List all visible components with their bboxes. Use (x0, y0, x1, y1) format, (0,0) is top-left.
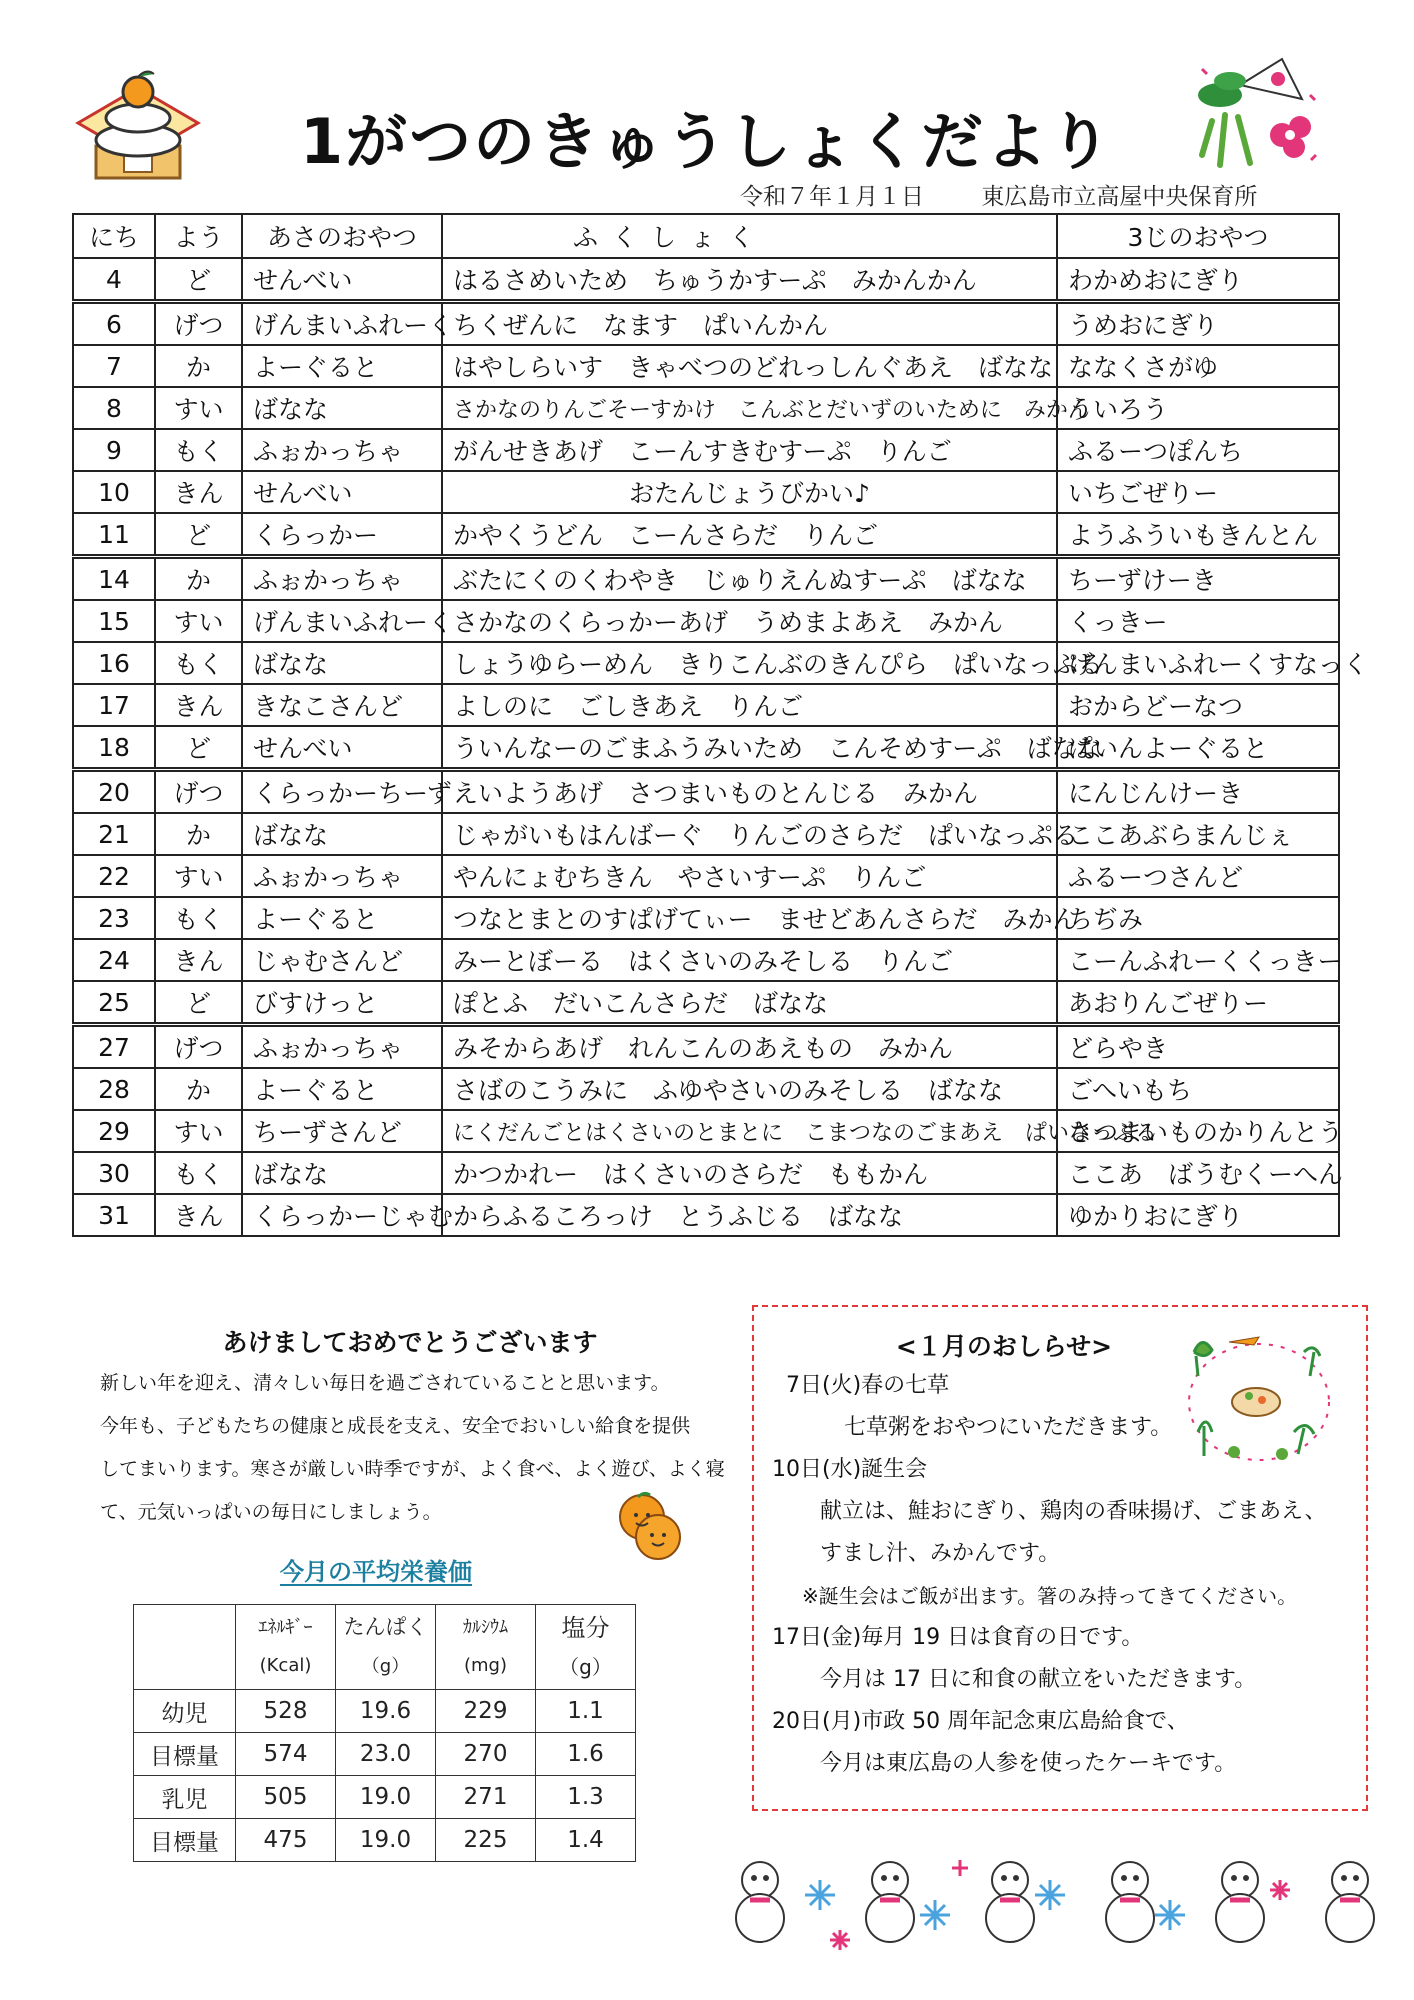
menu-morning-snack: くらっかーじゃむ (242, 1194, 442, 1236)
menu-side-dish: じゃがいもはんばーぐ りんごのさらだ ぱいなっぷる (442, 813, 1057, 855)
header-name: 塩分 (561, 1613, 610, 1642)
menu-day: 10 (73, 471, 155, 513)
menu-weekday: すい (155, 387, 242, 429)
menu-afternoon-snack: ふるーつさんど (1057, 855, 1339, 897)
menu-row (73, 726, 1339, 770)
nutrition-row-label: 目標量 (134, 1733, 236, 1776)
menu-morning-snack: ふぉかっちゃ (242, 429, 442, 471)
menu-morning-snack: せんべい (242, 726, 442, 770)
menu-day: 4 (73, 258, 155, 302)
menu-afternoon-snack: ぱいんよーぐると (1057, 726, 1339, 770)
menu-afternoon-snack: にんじんけーき (1057, 770, 1339, 814)
menu-row (73, 981, 1339, 1025)
menu-header-row (73, 214, 1339, 258)
nutrition-title: 今月の平均栄養価 (280, 1558, 472, 1586)
snowman-border-icon (730, 1840, 1370, 1960)
menu-weekday: すい (155, 855, 242, 897)
menu-table (72, 213, 1369, 1237)
menu-row (73, 939, 1339, 981)
nutrition-row (134, 1690, 636, 1733)
menu-side-dish: さかなのりんごそーすかけ こんぶとだいずのいために みかん (442, 387, 1057, 429)
notice-line: ※誕生会はご飯が出ます。箸のみ持ってきてください。 (802, 1584, 1298, 1608)
nutrition-row (134, 1733, 636, 1776)
menu-weekday: ど (155, 513, 242, 557)
nutrition-col-protein (336, 1605, 436, 1690)
issue-date: 令和７年１月１日 (740, 184, 924, 210)
header-unit: （g） (361, 1656, 410, 1677)
menu-afternoon-snack: げんまいふれーくすなっく (1057, 642, 1339, 684)
menu-row (73, 813, 1339, 855)
nutrition-value: 1.1 (536, 1690, 636, 1733)
menu-weekday: きん (155, 939, 242, 981)
notice-line: 今月は 17 日に和食の献立をいただきます。 (820, 1667, 1257, 1692)
menu-row (73, 1110, 1339, 1152)
nutrition-row-label: 幼児 (134, 1690, 236, 1733)
menu-side-dish: やんにょむちきん やさいすーぷ りんご (442, 855, 1057, 897)
menu-row (73, 258, 1339, 302)
menu-afternoon-snack: ちーずけーき (1057, 557, 1339, 601)
menu-morning-snack: きなこさんど (242, 684, 442, 726)
nutrition-value: 271 (436, 1776, 536, 1819)
menu-morning-snack: ふぉかっちゃ (242, 855, 442, 897)
menu-day: 8 (73, 387, 155, 429)
nutrition-value: 1.3 (536, 1776, 636, 1819)
menu-row (73, 557, 1339, 601)
menu-day: 11 (73, 513, 155, 557)
menu-day: 16 (73, 642, 155, 684)
menu-morning-snack: よーぐると (242, 897, 442, 939)
menu-afternoon-snack: ふるーつぽんち (1057, 429, 1339, 471)
menu-side-dish: かつかれー はくさいのさらだ ももかん (442, 1152, 1057, 1194)
header-unit: （g） (559, 1654, 612, 1679)
menu-side-dish: さかなのくらっかーあげ うめまよあえ みかん (442, 600, 1057, 642)
nutrition-value: 23.0 (336, 1733, 436, 1776)
menu-day: 20 (73, 770, 155, 814)
header-unit: (mg) (463, 1655, 507, 1676)
notice-body (772, 1365, 1362, 1785)
menu-side-dish: ちくぜんに なます ぱいんかん (442, 302, 1057, 346)
menu-morning-snack: ばなな (242, 387, 442, 429)
notice-line: 20日(月)市政 50 周年記念東広島給食で、 (772, 1709, 1189, 1734)
facility-name: 東広島市立高屋中央保育所 (981, 184, 1258, 210)
menu-row (73, 471, 1339, 513)
greeting-line: してまいります。寒さが厳しい時季ですが、よく食べ、よく遊び、よく寝 (100, 1458, 725, 1480)
nutrition-table (133, 1604, 636, 1862)
page-title: 1がつのきゅうしょくだより (300, 105, 1114, 178)
menu-afternoon-snack: ここあ ばうむくーへん (1057, 1152, 1339, 1194)
menu-afternoon-snack: ういろう (1057, 387, 1339, 429)
header-name: ｴﾈﾙｷﾞｰ (258, 1617, 313, 1638)
menu-day: 27 (73, 1025, 155, 1069)
menu-morning-snack: よーぐると (242, 345, 442, 387)
menu-side-dish: かやくうどん こーんさらだ りんご (442, 513, 1057, 557)
menu-day: 21 (73, 813, 155, 855)
menu-side-dish: みそからあげ れんこんのあえもの みかん (442, 1025, 1057, 1069)
col-morning-snack: あさのおやつ (242, 214, 442, 258)
menu-weekday: きん (155, 684, 242, 726)
kagami-mochi-icon (68, 48, 208, 188)
nutrition-col-salt (536, 1605, 636, 1690)
menu-row (73, 855, 1339, 897)
menu-afternoon-snack: おからどーなつ (1057, 684, 1339, 726)
menu-day: 18 (73, 726, 155, 770)
menu-day: 7 (73, 345, 155, 387)
menu-side-dish: ぶたにくのくわやき じゅりえんぬすーぷ ばなな (442, 557, 1057, 601)
menu-row (73, 1025, 1339, 1069)
menu-afternoon-snack: わかめおにぎり (1057, 258, 1339, 302)
menu-afternoon-snack: ななくさがゆ (1057, 345, 1339, 387)
header-unit: (Kcal) (259, 1655, 312, 1676)
menu-side-dish: しょうゆらーめん きりこんぶのきんぴら ぱいなっぷる (442, 642, 1057, 684)
nutrition-value: 475 (236, 1819, 336, 1862)
header-name: たんぱく (343, 1615, 428, 1639)
menu-weekday: ど (155, 258, 242, 302)
menu-weekday: か (155, 345, 242, 387)
menu-weekday: もく (155, 1152, 242, 1194)
menu-weekday: ど (155, 726, 242, 770)
menu-row (73, 302, 1339, 346)
menu-afternoon-snack: ごへいもち (1057, 1068, 1339, 1110)
menu-day: 28 (73, 1068, 155, 1110)
menu-weekday: げつ (155, 1025, 242, 1069)
nutrition-header-row (134, 1605, 636, 1690)
menu-afternoon-snack: ちぢみ (1057, 897, 1339, 939)
menu-side-dish: えいようあげ さつまいものとんじる みかん (442, 770, 1057, 814)
menu-side-dish: みーとぼーる はくさいのみそしる りんご (442, 939, 1057, 981)
menu-side-dish: にくだんごとはくさいのとまとに こまつなのごまあえ ぱいなっぷる (442, 1110, 1057, 1152)
notice-line: 七草粥をおやつにいただきます。 (844, 1415, 1173, 1440)
nutrition-row (134, 1776, 636, 1819)
menu-weekday: すい (155, 1110, 242, 1152)
menu-weekday: もく (155, 642, 242, 684)
nutrition-value: 1.4 (536, 1819, 636, 1862)
col-weekday: よう (155, 214, 242, 258)
menu-side-dish: おたんじょうびかい♪ (442, 471, 1057, 513)
nutrition-value: 229 (436, 1690, 536, 1733)
menu-afternoon-snack: ゆかりおにぎり (1057, 1194, 1339, 1236)
menu-morning-snack: げんまいふれーく (242, 302, 442, 346)
menu-morning-snack: ばなな (242, 642, 442, 684)
menu-weekday: か (155, 557, 242, 601)
menu-row (73, 897, 1339, 939)
menu-weekday: か (155, 1068, 242, 1110)
notice-line: 17日(金)毎月 19 日は食育の日です。 (772, 1625, 1144, 1650)
menu-weekday: きん (155, 1194, 242, 1236)
col-day: にち (73, 214, 155, 258)
menu-day: 25 (73, 981, 155, 1025)
nutrition-value: 574 (236, 1733, 336, 1776)
menu-morning-snack: せんべい (242, 258, 442, 302)
menu-weekday: げつ (155, 302, 242, 346)
menu-morning-snack: げんまいふれーく (242, 600, 442, 642)
menu-side-dish: よしのに ごしきあえ りんご (442, 684, 1057, 726)
menu-side-dish: つなとまとのすぱげてぃー ませどあんさらだ みかん (442, 897, 1057, 939)
menu-row (73, 1194, 1339, 1236)
nutrition-col-calcium (436, 1605, 536, 1690)
nutrition-row-label: 目標量 (134, 1819, 236, 1862)
menu-side-dish: がんせきあげ こーんすきむすーぷ りんご (442, 429, 1057, 471)
menu-morning-snack: びすけっと (242, 981, 442, 1025)
menu-row (73, 387, 1339, 429)
nutrition-row-label: 乳児 (134, 1776, 236, 1819)
greeting-line: 新しい年を迎え、清々しい毎日を過ごされていることと思います。 (100, 1372, 670, 1394)
menu-weekday: すい (155, 600, 242, 642)
nutrition-value: 528 (236, 1690, 336, 1733)
nutrition-col-energy (236, 1605, 336, 1690)
menu-row (73, 770, 1339, 814)
nutrition-value: 270 (436, 1733, 536, 1776)
menu-weekday: もく (155, 897, 242, 939)
notice-line: 7日(火)春の七草 (786, 1373, 950, 1398)
menu-morning-snack: ばなな (242, 1152, 442, 1194)
menu-day: 6 (73, 302, 155, 346)
menu-day: 15 (73, 600, 155, 642)
menu-day: 22 (73, 855, 155, 897)
menu-weekday: もく (155, 429, 242, 471)
menu-side-dish: からふるころっけ とうふじる ばなな (442, 1194, 1057, 1236)
menu-morning-snack: よーぐると (242, 1068, 442, 1110)
menu-weekday: げつ (155, 770, 242, 814)
greeting-line: て、元気いっぱいの毎日にしましょう。 (100, 1501, 442, 1523)
menu-row (73, 600, 1339, 642)
pine-plum-fan-icon (1190, 55, 1330, 175)
nutrition-value: 505 (236, 1776, 336, 1819)
menu-day: 30 (73, 1152, 155, 1194)
nutrition-value: 19.0 (336, 1819, 436, 1862)
menu-day: 17 (73, 684, 155, 726)
col-afternoon-snack: 3じのおやつ (1057, 214, 1339, 258)
menu-side-dish: さばのこうみに ふゆやさいのみそしる ばなな (442, 1068, 1057, 1110)
menu-afternoon-snack: こーんふれーくくっきー (1057, 939, 1339, 981)
date-line (740, 178, 1340, 211)
menu-morning-snack: せんべい (242, 471, 442, 513)
menu-side-dish: ぽとふ だいこんさらだ ばなな (442, 981, 1057, 1025)
menu-weekday: か (155, 813, 242, 855)
notice-line: 今月は東広島の人参を使ったケーキです。 (820, 1751, 1237, 1776)
menu-morning-snack: くらっかー (242, 513, 442, 557)
menu-afternoon-snack: ここあぶらまんじぇ (1057, 813, 1339, 855)
menu-row (73, 513, 1339, 557)
menu-afternoon-snack: いちごぜりー (1057, 471, 1339, 513)
menu-afternoon-snack: くっきー (1057, 600, 1339, 642)
nutrition-value: 1.6 (536, 1733, 636, 1776)
header-name: ｶﾙｼｳﾑ (463, 1617, 508, 1638)
menu-morning-snack: くらっかーちーず (242, 770, 442, 814)
menu-side-dish: はるさめいため ちゅうかすーぷ みかんかん (442, 258, 1057, 302)
menu-row (73, 642, 1339, 684)
menu-morning-snack: ふぉかっちゃ (242, 1025, 442, 1069)
notice-title: <１月のおしらせ> (895, 1332, 1113, 1361)
menu-afternoon-snack: さつまいものかりんとう (1057, 1110, 1339, 1152)
menu-weekday: ど (155, 981, 242, 1025)
menu-morning-snack: じゃむさんど (242, 939, 442, 981)
greeting-line: 今年も、子どもたちの健康と成長を支え、安全でおいしい給食を提供 (100, 1415, 691, 1437)
menu-day: 24 (73, 939, 155, 981)
menu-side-dish: はやしらいす きゃべつのどれっしんぐあえ ばなな (442, 345, 1057, 387)
notice-box (752, 1305, 1368, 1811)
menu-morning-snack: ふぉかっちゃ (242, 557, 442, 601)
notice-line: 献立は、鮭おにぎり、鶏肉の香味揚げ、ごまあえ、 (820, 1499, 1327, 1524)
menu-afternoon-snack: うめおにぎり (1057, 302, 1339, 346)
nutrition-value: 225 (436, 1819, 536, 1862)
menu-day: 14 (73, 557, 155, 601)
greeting-title: あけましておめでとうございます (222, 1328, 598, 1357)
menu-afternoon-snack: どらやき (1057, 1025, 1339, 1069)
menu-afternoon-snack: ようふういもきんとん (1057, 513, 1339, 557)
menu-row (73, 345, 1339, 387)
menu-day: 31 (73, 1194, 155, 1236)
notice-line: すまし汁、みかんです。 (820, 1541, 1061, 1566)
menu-morning-snack: ちーずさんど (242, 1110, 442, 1152)
menu-row (73, 1152, 1339, 1194)
menu-row (73, 429, 1339, 471)
nutrition-value: 19.0 (336, 1776, 436, 1819)
col-side-dish: ふくしょく (442, 214, 1057, 258)
menu-weekday: きん (155, 471, 242, 513)
mandarin-icon (612, 1485, 692, 1565)
menu-morning-snack: ばなな (242, 813, 442, 855)
nutrition-value: 19.6 (336, 1690, 436, 1733)
menu-day: 29 (73, 1110, 155, 1152)
menu-side-dish: ういんなーのごまふうみいため こんそめすーぷ ばなな (442, 726, 1057, 770)
menu-row (73, 684, 1339, 726)
nutrition-corner (134, 1605, 236, 1690)
menu-row (73, 1068, 1339, 1110)
menu-afternoon-snack: あおりんごぜりー (1057, 981, 1339, 1025)
menu-day: 23 (73, 897, 155, 939)
nutrition-row (134, 1819, 636, 1862)
menu-day: 9 (73, 429, 155, 471)
notice-line: 10日(水)誕生会 (772, 1457, 928, 1482)
